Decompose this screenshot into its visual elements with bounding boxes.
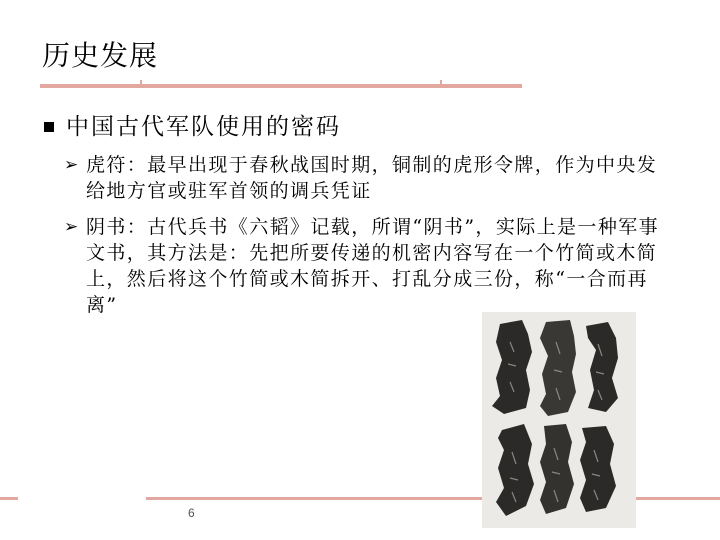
- list-item-text: 虎符：最早出现于春秋战国时期，铜制的虎形令牌，作为中央发给地方官或驻军首领的调兵凭证: [86, 154, 658, 202]
- footer-rule-middle: [146, 497, 482, 500]
- footer-rule-left: [0, 497, 18, 500]
- underline-tick: [140, 80, 142, 88]
- slide-title: 历史发展: [42, 39, 159, 72]
- section-heading: 中国古代军队使用的密码: [66, 114, 341, 140]
- list-item-yinshu: [64, 214, 666, 318]
- arrowhead-bullet-icon: ➢: [64, 217, 80, 237]
- arrowhead-bullet-icon: ➢: [64, 155, 80, 175]
- list-item-text: 阴书：古代兵书《六韬》记载，所谓“阴书”，实际上是一种军事文书，其方法是：先把所要传递的机密内容写在一个竹简或木简上，然后将这个竹简或木简拆开、打乱分成三份，称“一合而再离”: [86, 216, 660, 316]
- footer-rule-right: [636, 497, 720, 500]
- bronze-tiger-tallies-icon: [482, 312, 636, 528]
- underline-tick: [440, 80, 442, 88]
- list-item-hufu: [64, 152, 666, 204]
- title-underline: [40, 84, 522, 88]
- tiger-tally-photo: [482, 312, 636, 528]
- square-bullet-icon: [44, 122, 54, 132]
- page-number: 6: [188, 506, 195, 520]
